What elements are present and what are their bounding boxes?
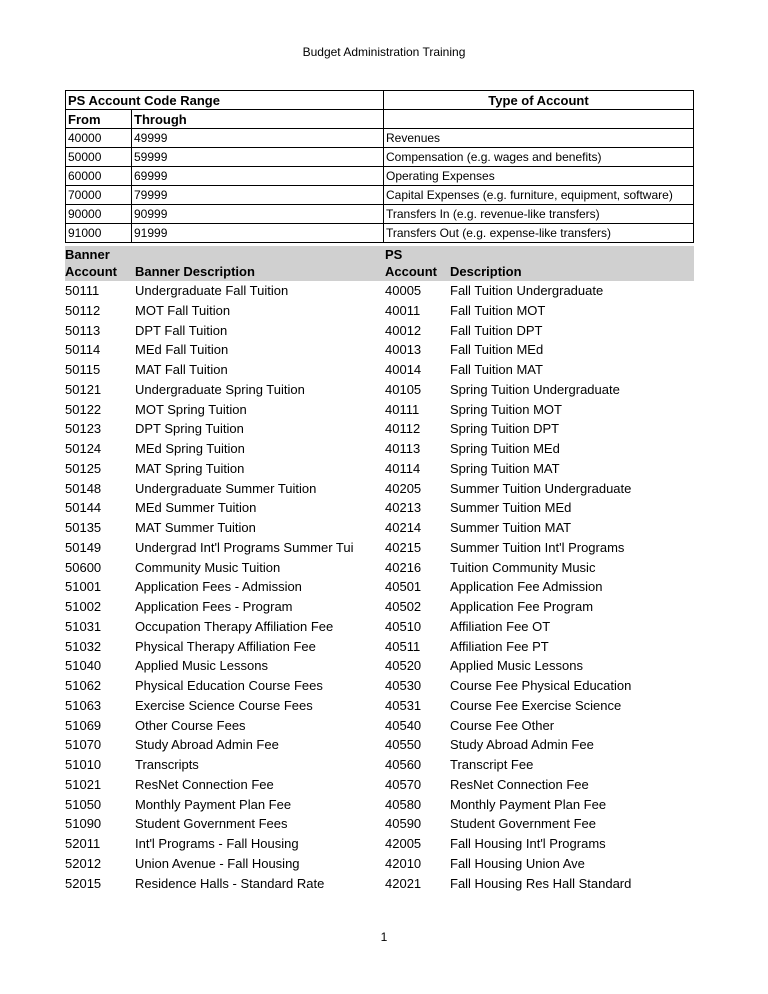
ps-account: 40112 — [385, 421, 421, 437]
ps-description: Tuition Community Music — [450, 559, 596, 575]
banner-description: Community Music Tuition — [135, 559, 281, 575]
table-row — [65, 577, 694, 597]
banner-account: 51050 — [65, 796, 102, 812]
banner-description: Other Course Fees — [135, 717, 246, 733]
banner-description: MEd Spring Tuition — [135, 441, 245, 456]
range-row — [66, 224, 694, 243]
table-row — [65, 874, 694, 894]
ps-description: Study Abroad Admin Fee — [450, 737, 594, 753]
ps-account: 40560 — [385, 757, 422, 772]
banner-description: Residence Halls - Standard Rate — [135, 875, 325, 891]
banner-account: 51063 — [65, 697, 102, 713]
table-row — [65, 419, 694, 439]
banner-description: MOT Spring Tuition — [135, 401, 247, 417]
ps-description: Fall Tuition MOT — [450, 302, 546, 318]
ps-description: Fall Tuition DPT — [450, 322, 543, 338]
ps-account: 40550 — [385, 737, 422, 753]
ps-description: Spring Tuition MAT — [450, 460, 560, 476]
range-from: 91000 — [66, 224, 132, 243]
range-row — [66, 205, 694, 224]
banner-account: 51070 — [65, 737, 102, 753]
ps-account: 42010 — [385, 855, 422, 871]
table-row — [65, 637, 694, 657]
banner-account: 51062 — [65, 678, 102, 693]
ps-description: Spring Tuition Undergraduate — [450, 381, 620, 397]
range-type: Compensation (e.g. wages and benefits) — [384, 148, 694, 167]
ps-account: 40570 — [385, 776, 422, 792]
table-row — [65, 518, 694, 538]
banner-account: 51001 — [65, 579, 102, 595]
banner-description: DPT Spring Tuition — [135, 421, 244, 437]
banner-description: Undergraduate Spring Tuition — [135, 381, 305, 397]
ps-account: 40580 — [385, 796, 422, 812]
table-row — [65, 380, 694, 400]
ps-description: Spring Tuition DPT — [450, 421, 560, 437]
ps-account: 40114 — [385, 460, 421, 476]
banner-account: 51040 — [65, 658, 102, 674]
range-through: 69999 — [132, 167, 384, 186]
table-row — [65, 558, 694, 578]
account-mapping-list — [65, 281, 694, 893]
table-row — [65, 281, 694, 301]
banner-description: MEd Summer Tuition — [135, 500, 257, 516]
banner-account: 50125 — [65, 460, 102, 476]
table-row — [65, 301, 694, 321]
banner-account: 50144 — [65, 500, 102, 516]
range-row — [66, 186, 694, 205]
banner-account: 51010 — [65, 757, 102, 772]
ps-description: Fall Housing Int'l Programs — [450, 836, 606, 851]
page-number: 1 — [380, 930, 388, 944]
range-through: 49999 — [132, 129, 384, 148]
ps-account: 40213 — [385, 500, 422, 516]
ps-description: Applied Music Lessons — [450, 658, 583, 674]
banner-description: Union Avenue - Fall Housing — [135, 855, 300, 871]
ps-account: 40013 — [385, 342, 422, 358]
ps-description: Affiliation Fee OT — [450, 618, 551, 634]
banner-description: Transcripts — [135, 757, 199, 772]
ps-account: 40540 — [385, 717, 422, 733]
banner-description: MAT Fall Tuition — [135, 362, 228, 377]
ps-account: 40531 — [385, 697, 422, 713]
banner-account: 51031 — [65, 618, 102, 634]
banner-description: MEd Fall Tuition — [135, 342, 229, 358]
range-through: 79999 — [132, 186, 384, 205]
banner-account: 50124 — [65, 441, 102, 456]
ps-account: 40205 — [385, 480, 422, 496]
table-row — [65, 400, 694, 420]
banner-description: Application Fees - Program — [135, 599, 293, 614]
table-row — [65, 755, 694, 775]
banner-description: MOT Fall Tuition — [135, 302, 231, 318]
table-row — [65, 834, 694, 854]
ps-description: Fall Tuition MEd — [450, 342, 544, 358]
range-from: 50000 — [66, 148, 132, 167]
table-row — [65, 676, 694, 696]
table-row — [65, 854, 694, 874]
banner-description: Applied Music Lessons — [135, 658, 268, 674]
banner-description: ResNet Connection Fee — [135, 776, 274, 792]
ps-description: Summer Tuition Int'l Programs — [450, 539, 625, 555]
banner-account: 52015 — [65, 875, 102, 891]
ps-account: 40105 — [385, 381, 422, 397]
ps-account: 40216 — [385, 559, 422, 575]
range-type: Transfers In (e.g. revenue-like transfers) — [384, 205, 694, 224]
table-row — [65, 814, 694, 834]
table-row — [65, 459, 694, 479]
banner-description: DPT Fall Tuition — [135, 322, 228, 338]
banner-description: Occupation Therapy Affiliation Fee — [135, 618, 334, 634]
ps-account: 40502 — [385, 599, 422, 614]
ps-description: Fall Tuition MAT — [450, 362, 543, 377]
banner-description: Student Government Fees — [135, 816, 288, 832]
banner-account: 52011 — [65, 836, 101, 851]
table-row — [65, 696, 694, 716]
ps-description: Course Fee Other — [450, 717, 555, 733]
banner-account: 50114 — [65, 342, 101, 358]
ps-description: Application Fee Program — [450, 599, 594, 614]
banner-description: Undergraduate Summer Tuition — [135, 480, 317, 496]
ps-description: Student Government Fee — [450, 816, 596, 832]
table-row — [65, 597, 694, 617]
through-header: Through — [132, 110, 384, 129]
ps-description: ResNet Connection Fee — [450, 776, 589, 792]
table-row — [65, 617, 694, 637]
banner-description: MAT Summer Tuition — [135, 520, 256, 535]
range-from: 70000 — [66, 186, 132, 205]
ps-description: Transcript Fee — [450, 757, 534, 772]
table-row — [65, 340, 694, 360]
ps-account: 40501 — [385, 579, 422, 595]
banner-account: 50113 — [65, 322, 101, 338]
banner-account: 51021 — [65, 776, 102, 792]
range-type: Revenues — [384, 129, 694, 148]
page-title: Budget Administration Training — [302, 45, 466, 59]
ps-description: Course Fee Physical Education — [450, 678, 632, 693]
ps-description: Summer Tuition MAT — [450, 520, 572, 535]
banner-account: 50148 — [65, 480, 102, 496]
range-row — [66, 148, 694, 167]
from-header: From — [66, 110, 132, 129]
banner-account: 50111 — [65, 283, 100, 298]
ps-description: Course Fee Exercise Science — [450, 697, 622, 713]
banner-description: Exercise Science Course Fees — [135, 697, 313, 713]
banner-account: 50112 — [65, 302, 101, 318]
table-row — [65, 775, 694, 795]
account-range-table — [65, 90, 694, 243]
range-row — [66, 129, 694, 148]
banner-account: 50149 — [65, 539, 102, 555]
table-row — [65, 716, 694, 736]
banner-account: 50135 — [65, 520, 102, 535]
ps-description: Affiliation Fee PT — [450, 638, 549, 654]
table-row — [65, 795, 694, 815]
range-from: 40000 — [66, 129, 132, 148]
banner-description: Physical Education Course Fees — [135, 678, 323, 693]
ps-account: 40005 — [385, 283, 422, 298]
ps-description: Monthly Payment Plan Fee — [450, 796, 607, 812]
range-from: 60000 — [66, 167, 132, 186]
ps-account: 40214 — [385, 520, 422, 535]
banner-description: Undergrad Int'l Programs Summer Tui — [135, 539, 354, 555]
banner-account: 51090 — [65, 816, 102, 832]
ps-account: 40215 — [385, 539, 422, 555]
ps-description: Fall Housing Union Ave — [450, 855, 585, 871]
banner-account: 51002 — [65, 599, 102, 614]
banner-description: Monthly Payment Plan Fee — [135, 796, 292, 812]
range-type: Transfers Out (e.g. expense-like transfers) — [384, 224, 694, 243]
range-through: 59999 — [132, 148, 384, 167]
banner-account: 50122 — [65, 401, 102, 417]
banner-account: 52012 — [65, 855, 102, 871]
banner-description: Int'l Programs - Fall Housing — [135, 836, 299, 851]
banner-description: Application Fees - Admission — [135, 579, 302, 595]
ps-account: 40520 — [385, 658, 422, 674]
ps-account: 40511 — [385, 638, 421, 654]
banner-account: 50121 — [65, 381, 102, 397]
ps-account: 40113 — [385, 441, 421, 456]
ps-account: 42005 — [385, 836, 422, 851]
table-row — [65, 479, 694, 499]
table-row — [65, 321, 694, 341]
banner-account: 50115 — [65, 362, 101, 377]
banner-account: 51032 — [65, 638, 102, 654]
ps-account: 40012 — [385, 322, 422, 338]
ps-account: 40011 — [385, 302, 421, 318]
banner-account: 50600 — [65, 559, 102, 575]
range-row — [66, 167, 694, 186]
range-through: 91999 — [132, 224, 384, 243]
table-row — [65, 360, 694, 380]
range-from: 90000 — [66, 205, 132, 224]
ps-account: 42021 — [385, 875, 422, 891]
banner-description: Study Abroad Admin Fee — [135, 737, 279, 753]
range-type: Operating Expenses — [384, 167, 694, 186]
ps-description: Summer Tuition MEd — [450, 500, 572, 516]
table-row — [65, 656, 694, 676]
range-header: PS Account Code Range — [66, 91, 384, 110]
ps-description: Spring Tuition MEd — [450, 441, 560, 456]
table-row — [65, 498, 694, 518]
banner-account: 50123 — [65, 421, 102, 437]
ps-description: Spring Tuition MOT — [450, 401, 562, 417]
banner-description: Undergraduate Fall Tuition — [135, 283, 289, 298]
table-row — [65, 735, 694, 755]
table-row — [65, 538, 694, 558]
mapping-header: Banner Account Banner Description PS Account Description — [65, 246, 694, 281]
ps-description: Summer Tuition Undergraduate — [450, 480, 632, 496]
banner-description: Physical Therapy Affiliation Fee — [135, 638, 316, 654]
ps-account: 40510 — [385, 618, 422, 634]
ps-description: Fall Housing Res Hall Standard — [450, 875, 632, 891]
range-type: Capital Expenses (e.g. furniture, equipment, software) — [384, 186, 694, 205]
ps-account: 40111 — [385, 401, 420, 417]
ps-description: Fall Tuition Undergraduate — [450, 283, 604, 298]
banner-account: 51069 — [65, 717, 102, 733]
range-through: 90999 — [132, 205, 384, 224]
ps-description: Application Fee Admission — [450, 579, 603, 595]
ps-account: 40590 — [385, 816, 422, 832]
ps-account: 40014 — [385, 362, 422, 377]
table-row — [65, 439, 694, 459]
type-header: Type of Account — [384, 91, 694, 110]
ps-account: 40530 — [385, 678, 422, 693]
banner-description: MAT Spring Tuition — [135, 460, 245, 476]
